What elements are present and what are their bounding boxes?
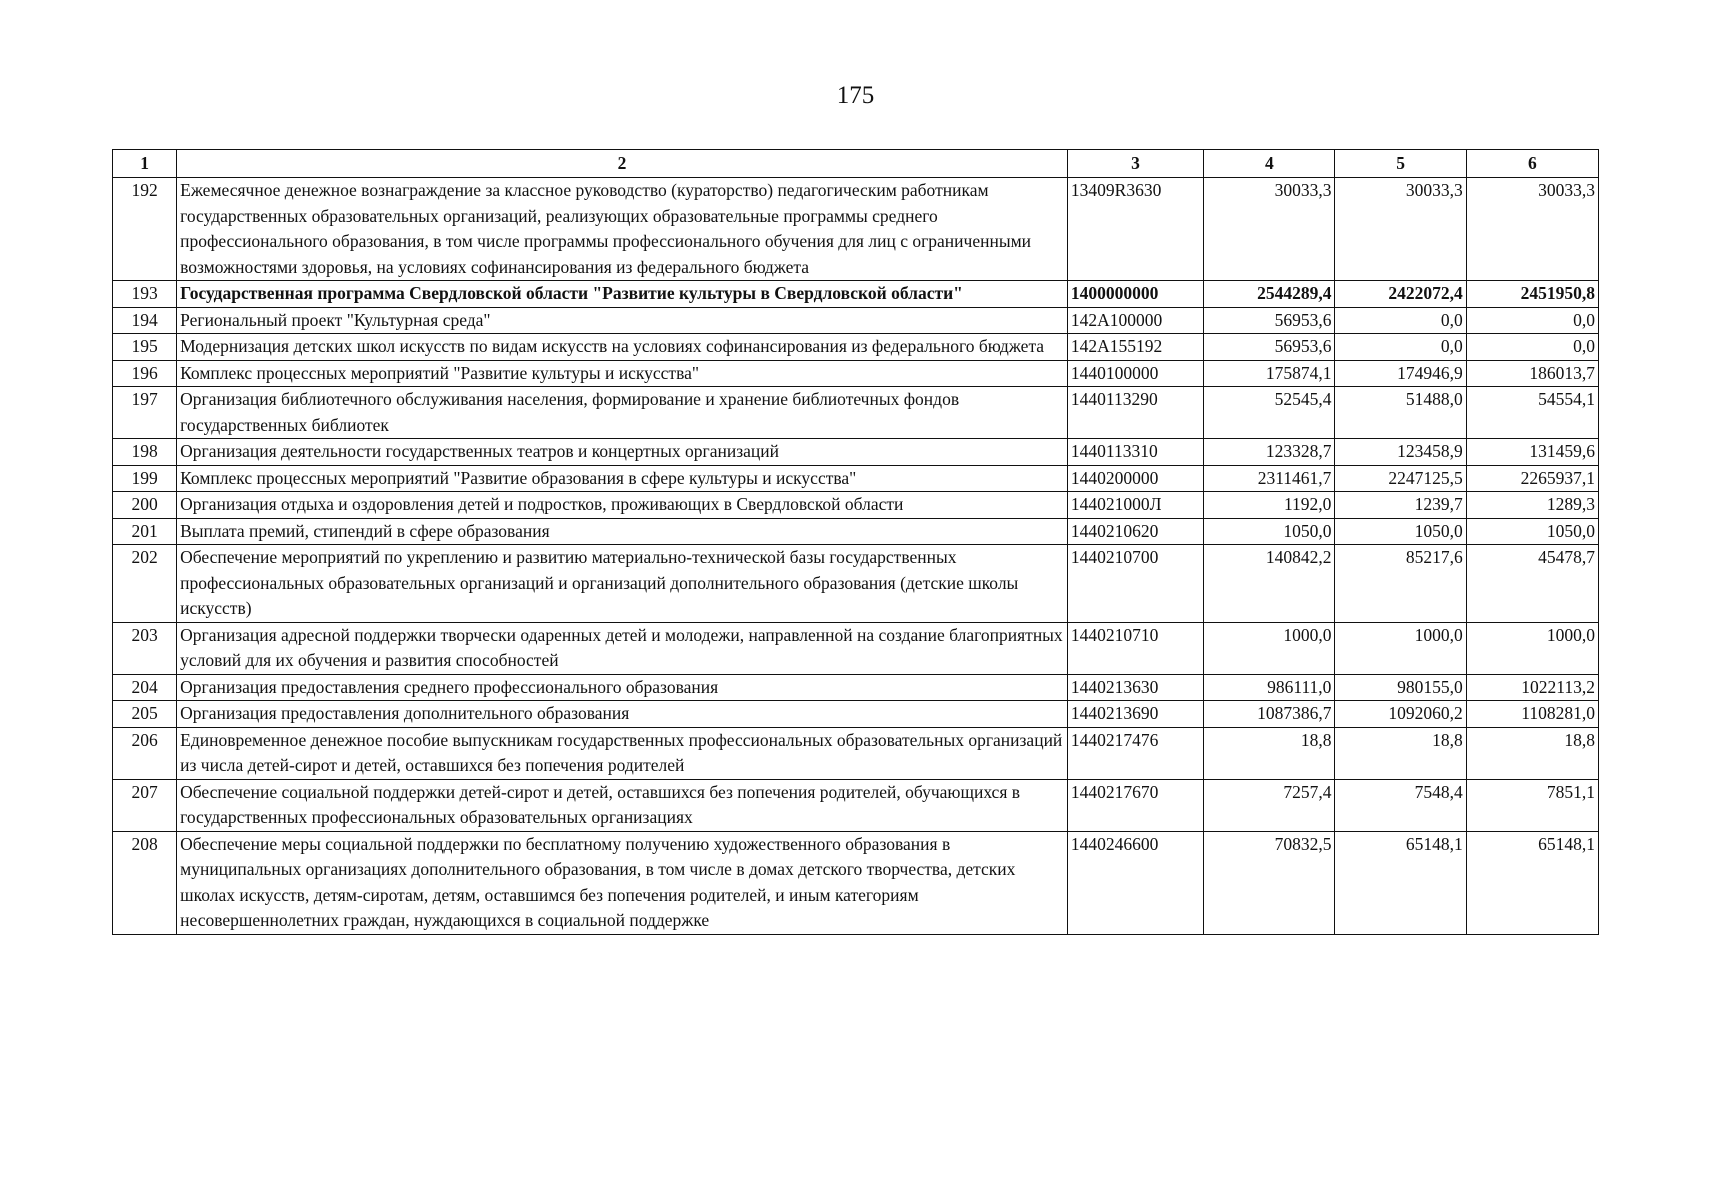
row-code: 1440217476 bbox=[1067, 727, 1203, 779]
table-row bbox=[113, 334, 1599, 361]
row-code: 1400000000 bbox=[1067, 281, 1203, 308]
row-code: 1440113310 bbox=[1067, 439, 1203, 466]
row-value-5: 123458,9 bbox=[1335, 439, 1466, 466]
row-code: 1440213690 bbox=[1067, 701, 1203, 728]
column-header-2: 2 bbox=[177, 150, 1068, 178]
row-code: 1440246600 bbox=[1067, 831, 1203, 934]
row-value-6: 131459,6 bbox=[1466, 439, 1598, 466]
row-value-6: 0,0 bbox=[1466, 334, 1598, 361]
table-row bbox=[113, 439, 1599, 466]
row-value-6: 45478,7 bbox=[1466, 545, 1598, 623]
row-code: 1440210700 bbox=[1067, 545, 1203, 623]
row-value-6: 30033,3 bbox=[1466, 178, 1598, 281]
row-value-5: 1092060,2 bbox=[1335, 701, 1466, 728]
table-row bbox=[113, 727, 1599, 779]
row-name: Обеспечение социальной поддержки детей-сирот и детей, оставшихся без попечения родителей, обучающихся в государственных профессиональных образовательных организациях bbox=[177, 779, 1068, 831]
row-value-5: 0,0 bbox=[1335, 334, 1466, 361]
row-value-5: 174946,9 bbox=[1335, 360, 1466, 387]
row-code: 13409R3630 bbox=[1067, 178, 1203, 281]
row-number: 205 bbox=[113, 701, 177, 728]
row-value-5: 2247125,5 bbox=[1335, 465, 1466, 492]
row-name: Организация библиотечного обслуживания населения, формирование и хранение библиотечных фондов государственных библиотек bbox=[177, 387, 1068, 439]
row-number: 208 bbox=[113, 831, 177, 934]
row-name: Организация деятельности государственных театров и концертных организаций bbox=[177, 439, 1068, 466]
column-header-5: 5 bbox=[1335, 150, 1466, 178]
row-name: Организация предоставления среднего профессионального образования bbox=[177, 674, 1068, 701]
row-value-6: 65148,1 bbox=[1466, 831, 1598, 934]
row-value-5: 65148,1 bbox=[1335, 831, 1466, 934]
table-row bbox=[113, 518, 1599, 545]
row-number: 198 bbox=[113, 439, 177, 466]
row-value-4: 1050,0 bbox=[1204, 518, 1335, 545]
row-number: 202 bbox=[113, 545, 177, 623]
table-row bbox=[113, 779, 1599, 831]
column-header-1: 1 bbox=[113, 150, 177, 178]
row-name: Обеспечение мероприятий по укреплению и развитию материально-технической базы государственных профессиональных образовательных организаций и организаций дополнительного образования (детские школы искусств) bbox=[177, 545, 1068, 623]
table-row bbox=[113, 545, 1599, 623]
row-value-6: 18,8 bbox=[1466, 727, 1598, 779]
row-name: Комплекс процессных мероприятий "Развитие культуры и искусства" bbox=[177, 360, 1068, 387]
row-code: 1440210710 bbox=[1067, 622, 1203, 674]
row-value-5: 1050,0 bbox=[1335, 518, 1466, 545]
row-name: Государственная программа Свердловской области "Развитие культуры в Свердловской области" bbox=[177, 281, 1068, 308]
row-number: 193 bbox=[113, 281, 177, 308]
row-value-6: 186013,7 bbox=[1466, 360, 1598, 387]
row-name: Модернизация детских школ искусств по видам искусств на условиях софинансирования из федерального бюджета bbox=[177, 334, 1068, 361]
row-name: Единовременное денежное пособие выпускникам государственных профессиональных образовательных организаций из числа детей-сирот и детей, оставшихся без попечения родителей bbox=[177, 727, 1068, 779]
row-code: 144021000Л bbox=[1067, 492, 1203, 519]
row-number: 196 bbox=[113, 360, 177, 387]
row-value-4: 123328,7 bbox=[1204, 439, 1335, 466]
row-value-5: 7548,4 bbox=[1335, 779, 1466, 831]
row-value-4: 30033,3 bbox=[1204, 178, 1335, 281]
column-header-4: 4 bbox=[1204, 150, 1335, 178]
page-number: 175 bbox=[836, 82, 875, 109]
row-value-6: 7851,1 bbox=[1466, 779, 1598, 831]
row-value-4: 1192,0 bbox=[1204, 492, 1335, 519]
row-value-6: 2265937,1 bbox=[1466, 465, 1598, 492]
row-value-6: 1022113,2 bbox=[1466, 674, 1598, 701]
row-code: 1440113290 bbox=[1067, 387, 1203, 439]
row-code: 1440100000 bbox=[1067, 360, 1203, 387]
row-value-4: 56953,6 bbox=[1204, 334, 1335, 361]
row-name: Организация предоставления дополнительного образования bbox=[177, 701, 1068, 728]
row-number: 206 bbox=[113, 727, 177, 779]
row-name: Организация адресной поддержки творчески одаренных детей и молодежи, направленной на создание благоприятных условий для их обучения и развития способностей bbox=[177, 622, 1068, 674]
row-value-4: 2544289,4 bbox=[1204, 281, 1335, 308]
row-value-4: 7257,4 bbox=[1204, 779, 1335, 831]
row-value-5: 0,0 bbox=[1335, 307, 1466, 334]
row-name: Комплекс процессных мероприятий "Развитие образования в сфере культуры и искусства" bbox=[177, 465, 1068, 492]
row-value-5: 18,8 bbox=[1335, 727, 1466, 779]
row-value-4: 18,8 bbox=[1204, 727, 1335, 779]
row-value-5: 30033,3 bbox=[1335, 178, 1466, 281]
row-number: 204 bbox=[113, 674, 177, 701]
table-row bbox=[113, 360, 1599, 387]
row-value-6: 2451950,8 bbox=[1466, 281, 1598, 308]
row-name: Ежемесячное денежное вознаграждение за классное руководство (кураторство) педагогическим работникам государственных образовательных организаций, реализующих образовательные программы среднего профессионального образования, в том числе программы профессионального обучения для лиц с ограниченными возможностями здоровья, на условиях софинансирования из федерального бюджета bbox=[177, 178, 1068, 281]
row-code: 1440200000 bbox=[1067, 465, 1203, 492]
row-number: 201 bbox=[113, 518, 177, 545]
table-row bbox=[113, 492, 1599, 519]
row-value-4: 986111,0 bbox=[1204, 674, 1335, 701]
row-value-5: 980155,0 bbox=[1335, 674, 1466, 701]
table-row bbox=[113, 465, 1599, 492]
row-number: 199 bbox=[113, 465, 177, 492]
column-header-3: 3 bbox=[1067, 150, 1203, 178]
row-number: 197 bbox=[113, 387, 177, 439]
row-value-4: 70832,5 bbox=[1204, 831, 1335, 934]
row-name: Региональный проект "Культурная среда" bbox=[177, 307, 1068, 334]
row-value-4: 52545,4 bbox=[1204, 387, 1335, 439]
row-number: 203 bbox=[113, 622, 177, 674]
row-value-6: 54554,1 bbox=[1466, 387, 1598, 439]
table-row bbox=[113, 701, 1599, 728]
table-row bbox=[113, 831, 1599, 934]
table-row bbox=[113, 307, 1599, 334]
row-value-6: 1000,0 bbox=[1466, 622, 1598, 674]
row-value-5: 85217,6 bbox=[1335, 545, 1466, 623]
row-value-5: 1239,7 bbox=[1335, 492, 1466, 519]
table-body bbox=[113, 178, 1599, 935]
row-number: 192 bbox=[113, 178, 177, 281]
budget-table bbox=[112, 149, 1599, 935]
row-name: Обеспечение меры социальной поддержки по бесплатному получению художественного образования в муниципальных организациях дополнительного образования, в том числе в домах детского творчества, детских школах искусств, детям-сиротам, детям, оставшимся без попечения родителей, и иным категориям несовершеннолетних граждан, нуждающихся в социальной поддержке bbox=[177, 831, 1068, 934]
row-number: 194 bbox=[113, 307, 177, 334]
row-name: Организация отдыха и оздоровления детей и подростков, проживающих в Свердловской области bbox=[177, 492, 1068, 519]
row-value-6: 1289,3 bbox=[1466, 492, 1598, 519]
table-row bbox=[113, 622, 1599, 674]
row-value-6: 1050,0 bbox=[1466, 518, 1598, 545]
row-value-5: 2422072,4 bbox=[1335, 281, 1466, 308]
row-number: 200 bbox=[113, 492, 177, 519]
row-code: 1440213630 bbox=[1067, 674, 1203, 701]
table-row bbox=[113, 178, 1599, 281]
row-value-4: 2311461,7 bbox=[1204, 465, 1335, 492]
row-code: 142A155192 bbox=[1067, 334, 1203, 361]
row-code: 1440210620 bbox=[1067, 518, 1203, 545]
table-row bbox=[113, 281, 1599, 308]
row-code: 142A100000 bbox=[1067, 307, 1203, 334]
table-row bbox=[113, 387, 1599, 439]
row-value-4: 56953,6 bbox=[1204, 307, 1335, 334]
row-code: 1440217670 bbox=[1067, 779, 1203, 831]
row-value-4: 1000,0 bbox=[1204, 622, 1335, 674]
column-header-6: 6 bbox=[1466, 150, 1598, 178]
row-number: 195 bbox=[113, 334, 177, 361]
row-name: Выплата премий, стипендий в сфере образования bbox=[177, 518, 1068, 545]
row-value-5: 1000,0 bbox=[1335, 622, 1466, 674]
row-number: 207 bbox=[113, 779, 177, 831]
row-value-6: 1108281,0 bbox=[1466, 701, 1598, 728]
row-value-4: 140842,2 bbox=[1204, 545, 1335, 623]
row-value-6: 0,0 bbox=[1466, 307, 1598, 334]
row-value-5: 51488,0 bbox=[1335, 387, 1466, 439]
table-row bbox=[113, 674, 1599, 701]
row-value-4: 1087386,7 bbox=[1204, 701, 1335, 728]
table-header-row bbox=[113, 150, 1599, 178]
row-value-4: 175874,1 bbox=[1204, 360, 1335, 387]
